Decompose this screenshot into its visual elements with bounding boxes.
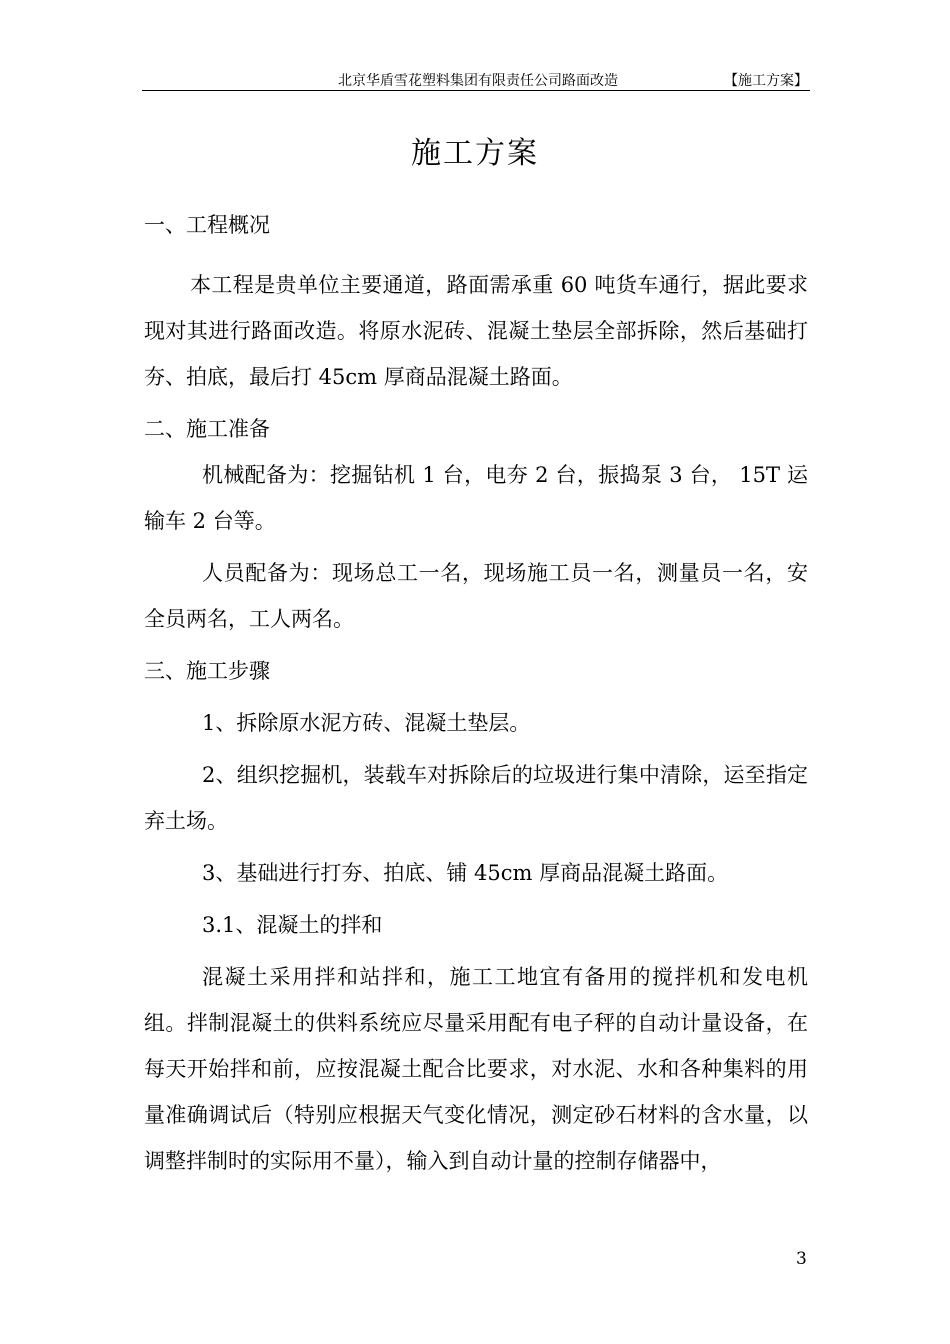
machinery-paragraph: 机械配备为：挖掘钻机 1 台，电夯 2 台，振捣泵 3 台， 15T 运输车 2 台等。 [144,463,808,533]
step-1: 1、拆除原水泥方砖、混凝土垫层。 [202,711,531,735]
personnel-paragraph: 人员配备为：现场总工一名，现场施工员一名，测量员一名，安全员两名，工人两名。 [144,561,808,631]
header-tag: 【施工方案】 [724,73,808,89]
page-title: 施工方案 [411,136,539,171]
step-3-1-heading: 3.1、混凝土的拌和 [202,913,383,937]
section-heading-preparation: 二、施工准备 [144,417,270,441]
section-heading-overview: 一、工程概况 [144,213,270,237]
page-header [142,68,810,91]
step-3: 3、基础进行打夯、拍底、铺 45cm 厚商品混凝土路面。 [202,861,729,885]
overview-paragraph: 本工程是贵单位主要通道，路面需承重 60 吨货车通行，据此要求现对其进行路面改造。将原水泥砖、混凝土垫层全部拆除，然后基础打夯、拍底，最后打 45cm 厚商品混凝土路面。 [144,273,808,389]
document-body [144,262,808,1184]
step-3-1-body: 混凝土采用拌和站拌和，施工工地宜有备用的搅拌机和发电机组。拌制混凝土的供料系统应尽量采用配有电子秤的自动计量设备，在每天开始拌和前，应按混凝土配合比要求，对水泥、水和各种集料的用量准确调试后（特别应根据天气变化情况，测定砂石材料的含水量，以调整拌制时的实际用不量），输入到自动计量的控制存储器中， [144,965,808,1173]
section-heading-steps: 三、施工步骤 [144,659,270,683]
header-company: 北京华盾雪花塑料集团有限责任公司路面改造 [338,73,618,89]
step-2: 2、组织挖掘机，装载车对拆除后的垃圾进行集中清除，运至指定弃土场。 [144,763,808,833]
page-number: 3 [796,1249,807,1269]
